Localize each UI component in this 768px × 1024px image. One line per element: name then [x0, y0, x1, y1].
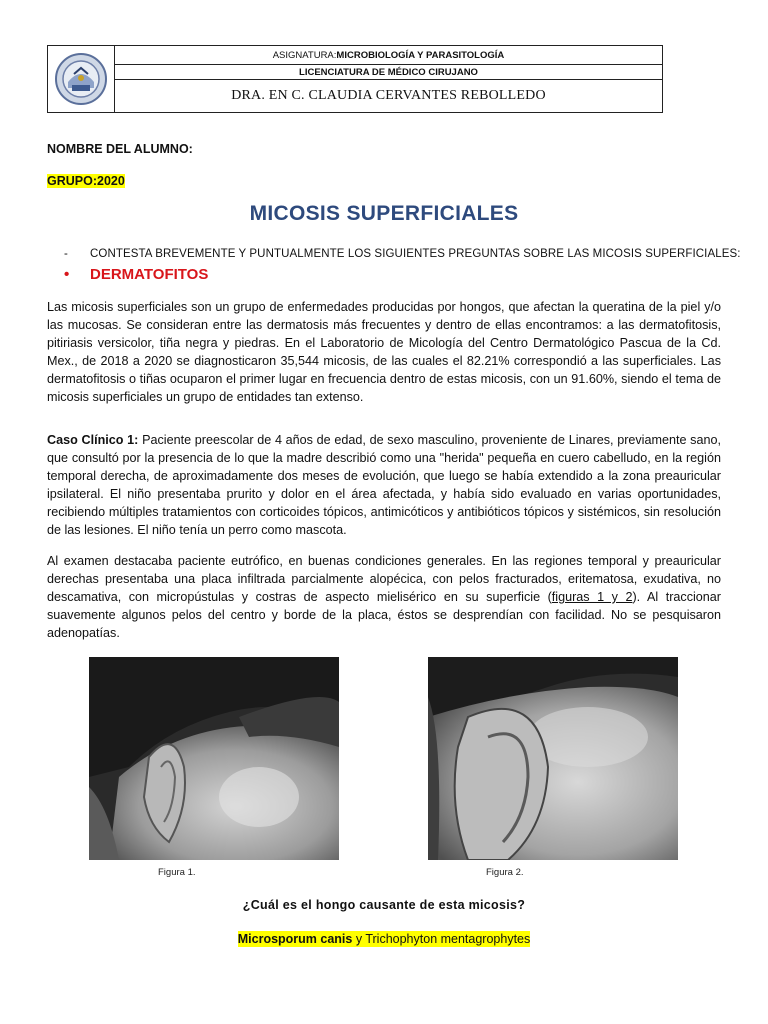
instruction-text: CONTESTA BREVEMENTE Y PUNTUALMENTE LOS SIGUIENTES PREGUNTAS SOBRE LAS MICOSIS SUPERFICIALES: [90, 248, 741, 260]
group-label: GRUPO:2020 [47, 174, 125, 188]
degree-row: LICENCIATURA DE MÉDICO CIRUJANO [115, 65, 662, 80]
figure-1-caption: Figura 1. [158, 867, 196, 878]
case-label: Caso Clínico 1: [47, 433, 139, 447]
teacher-row: DRA. EN C. CLAUDIA CERVANTES REBOLLEDO [231, 88, 546, 103]
exam-paragraph [47, 552, 721, 642]
intro-paragraph: Las micosis superficiales son un grupo de enfermedades producidas por hongos, que afectan la queratina de la piel y/o las mucosas. Se consideran entre las dermatosis más frecuentes y dentro de ellas encontramos: a las dermatofitosis, pitiriasis versicolor, tiña negra y piedras. En el Laboratorio de Micología del Centro Dermatológico Pascua de la Cd. Mex., de 2018 a 2020 se diagnosticaron 35,544 micosis, de las cuales el 82.21% correspondió a las superficiales. Las dermatofitosis o tiñas ocuparon el primer lugar en frecuencia dentro de estas micosis, con un 91.60%, siendo el tema de micosis superficiales un grupo de entidades tan extenso. [47, 300, 721, 404]
header-table [47, 45, 663, 113]
figure-2-image [428, 657, 678, 860]
case-paragraph [47, 431, 721, 539]
university-logo [48, 46, 115, 112]
section-bullet: • [64, 266, 70, 283]
student-name-label: NOMBRE DEL ALUMNO: [47, 142, 193, 156]
section-heading [64, 266, 208, 283]
figure-2-caption: Figura 2. [486, 867, 524, 878]
answer-secondary: y Trichophyton mentagrophytes [352, 932, 531, 946]
subject-label: ASIGNATURA: [272, 49, 337, 61]
figure-1-image [89, 657, 339, 860]
figures-link[interactable]: figuras 1 y 2 [551, 590, 633, 604]
university-seal-icon [54, 52, 108, 106]
section-label: DERMATOFITOS [90, 266, 209, 283]
instruction-marker: - [64, 248, 68, 260]
subject-row [115, 46, 662, 65]
subject-value: MICROBIOLOGÍA Y PARASITOLOGÍA [336, 49, 505, 61]
case-text: Paciente preescolar de 4 años de edad, de sexo masculino, proveniente de Linares, previamente sano, que consultó por la presencia de lo que la madre describió como una "herida" pequeña en cuero cabelludo, en la región temporal derecha, de aproximadamente dos meses de evolución, que luego se había extendido a la zona preauricular ipsilateral. El niño presentaba prurito y dolor en el área afectada, y había sido evaluado en varias oportunidades, recibiendo múltiples tratamientos con corticoides tópicos, antimicóticos y antibióticos tópicos y sistémicos, sin resolución de las lesiones. El niño tenía un perro como mascota. [47, 433, 721, 537]
instruction [64, 248, 741, 260]
exam-text-before: Al examen destacaba paciente eutrófico, en buenas condiciones generales. En las regiones temporal y preauricular derechas presentaba una placa infiltrada parcialmente alopécica, con pelos fracturados, eritematosa, exudativa, no descamativa, con micropústulas y costras de aspecto mielisérico en su superficie ( [47, 554, 721, 604]
page-title: MICOSIS SUPERFICIALES [249, 202, 519, 225]
question: ¿Cuál es el hongo causante de esta micosis? [242, 898, 526, 912]
answer-primary: Microsporum canis [237, 932, 353, 946]
answer [0, 932, 768, 946]
exam-text-after: ). Al traccionar suavemente algunos pelos del centro y borde de la placa, éstos se desprendían con facilidad. No se pesquisaron adenopatías. [47, 590, 721, 640]
